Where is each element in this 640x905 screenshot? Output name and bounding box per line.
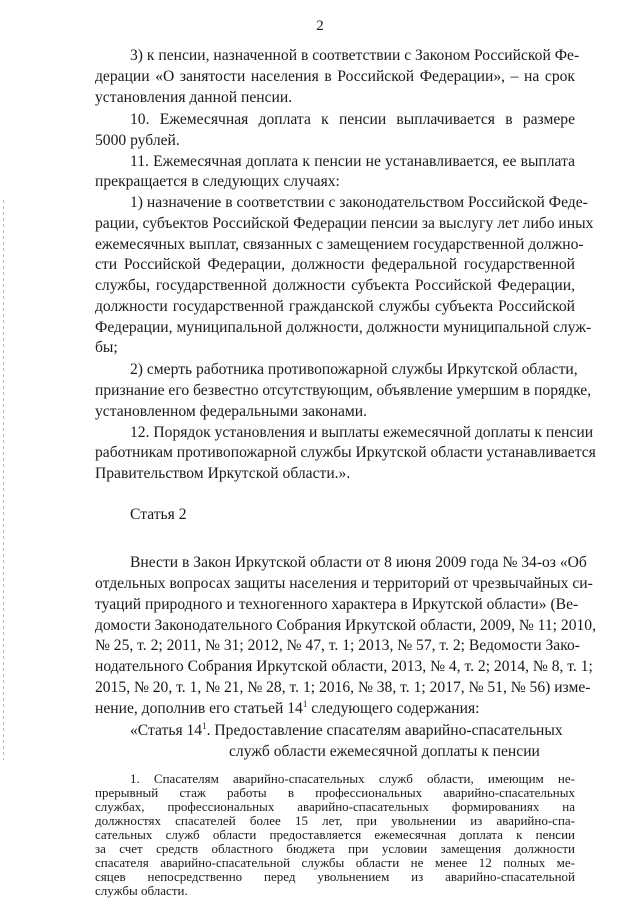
text-line: 10. Ежемесячная доплата к пенсии выплачивается в размере <box>130 111 575 128</box>
text-line: туаций природного и техногенного характера в Иркутской области» (Ве- <box>95 596 579 613</box>
text-fragment: следующего содержания: <box>307 700 480 717</box>
text-line: сти Российской Федерации, должности федеральной государственной <box>95 256 575 273</box>
article-heading: Статья 2 <box>130 506 187 523</box>
text-line: признание его безвестно отсутствующим, объявление умершим в порядке, <box>95 382 592 399</box>
new-article-title-cont: служб области ежемесячной доплаты к пенсии <box>229 743 540 760</box>
text-line: бы; <box>95 339 118 356</box>
text-line: отдельных вопросах защиты населения и территорий от чрезвычайных си- <box>95 575 593 592</box>
text-line: службах, профессиональных аварийно-спасательных формированиях на <box>95 799 575 814</box>
text-line: сяцев непосредственно перед увольнением из аварийно-спасательной <box>95 869 575 884</box>
new-article-title <box>130 721 575 740</box>
text-line: сательных служб области предоставляется ежемесячная доплата к пенсии <box>95 827 575 842</box>
text-line: прерывный стаж работы в профессиональных аварийно-спасательных <box>95 785 575 800</box>
text-line: 5000 рублей. <box>95 132 180 149</box>
text-line: за счет средств областного бюджета при условии замещения должности <box>95 841 575 856</box>
text-fragment: нение, дополнив его статьей 14 <box>95 700 303 717</box>
text-line: 11. Ежемесячная доплата к пенсии не устанавливается, ее выплата <box>130 153 575 170</box>
text-line: службы, государственной должности субъекта Российской Федерации, <box>95 277 575 294</box>
superscript: 1 <box>302 699 308 709</box>
page-number: 2 <box>316 18 324 34</box>
superscript: 1 <box>202 721 207 731</box>
text-line: спасателя аварийно-спасательной службы области не менее 12 полных ме- <box>95 855 575 870</box>
text-line: службы области. <box>95 883 188 898</box>
text-line: нодательного Собрания Иркутской области, 2013, № 4, т. 2; 2014, № 8, т. 1; <box>95 658 593 675</box>
text-line: ежемесячных выплат, связанных с замещением государственной должно- <box>95 236 584 253</box>
text-line: № 25, т. 2; 2011, № 31; 2012, № 47, т. 1; 2013, № 57, т. 2; Ведомости Зако- <box>95 637 580 654</box>
text-line: 1) назначение в соответствии с законодательством Российской Феде- <box>130 194 588 211</box>
text-line: Правительством Иркутской области.». <box>95 465 351 482</box>
text-line <box>95 699 575 718</box>
text-line: домости Законодательного Собрания Иркутской области, 2009, № 11; 2010, <box>95 617 596 634</box>
text-line: должности государственной гражданской службы субъекта Российской <box>95 298 575 315</box>
text-line: рации, субъектов Российской Федерации пенсии за выслугу лет либо иных <box>95 215 594 232</box>
text-line: 2) смерть работника противопожарной службы Иркутской области, <box>130 361 578 378</box>
text-line: прекращается в следующих случаях: <box>95 173 340 190</box>
text-line: 1. Спасателям аварийно-спасательных служб области, имеющим не- <box>130 771 575 786</box>
text-line: работникам противопожарной службы Иркутской области устанавливается <box>95 444 596 461</box>
text-line: дерации «О занятости населения в Российской Федерации», – на срок <box>95 68 575 85</box>
text-line: Федерации, муниципальной должности, должности муниципальной служ- <box>95 319 592 336</box>
text-line: установленном федеральными законами. <box>95 403 367 420</box>
text-fragment: «Статья 14 <box>130 722 203 739</box>
text-line: должностях спасателей более 15 лет, при увольнении из аварийно-спа- <box>95 813 575 828</box>
text-line: 3) к пенсии, назначенной в соответствии с Законом Российской Фе- <box>130 47 580 64</box>
text-line: Внести в Закон Иркутской области от 8 июня 2009 года № 34-оз «Об <box>130 554 587 571</box>
text-line: 12. Порядок установления и выплаты ежемесячной доплаты к пенсии <box>130 424 594 441</box>
text-line: установления данной пенсии. <box>95 89 293 106</box>
page-edge-mark <box>3 200 4 760</box>
text-fragment: . Предоставление спасателям аварийно-спасательных <box>206 722 563 739</box>
text-line: 2015, № 20, т. 1, № 21, № 28, т. 1; 2016, № 38, т. 1; 2017, № 51, № 56) изме- <box>95 679 591 696</box>
